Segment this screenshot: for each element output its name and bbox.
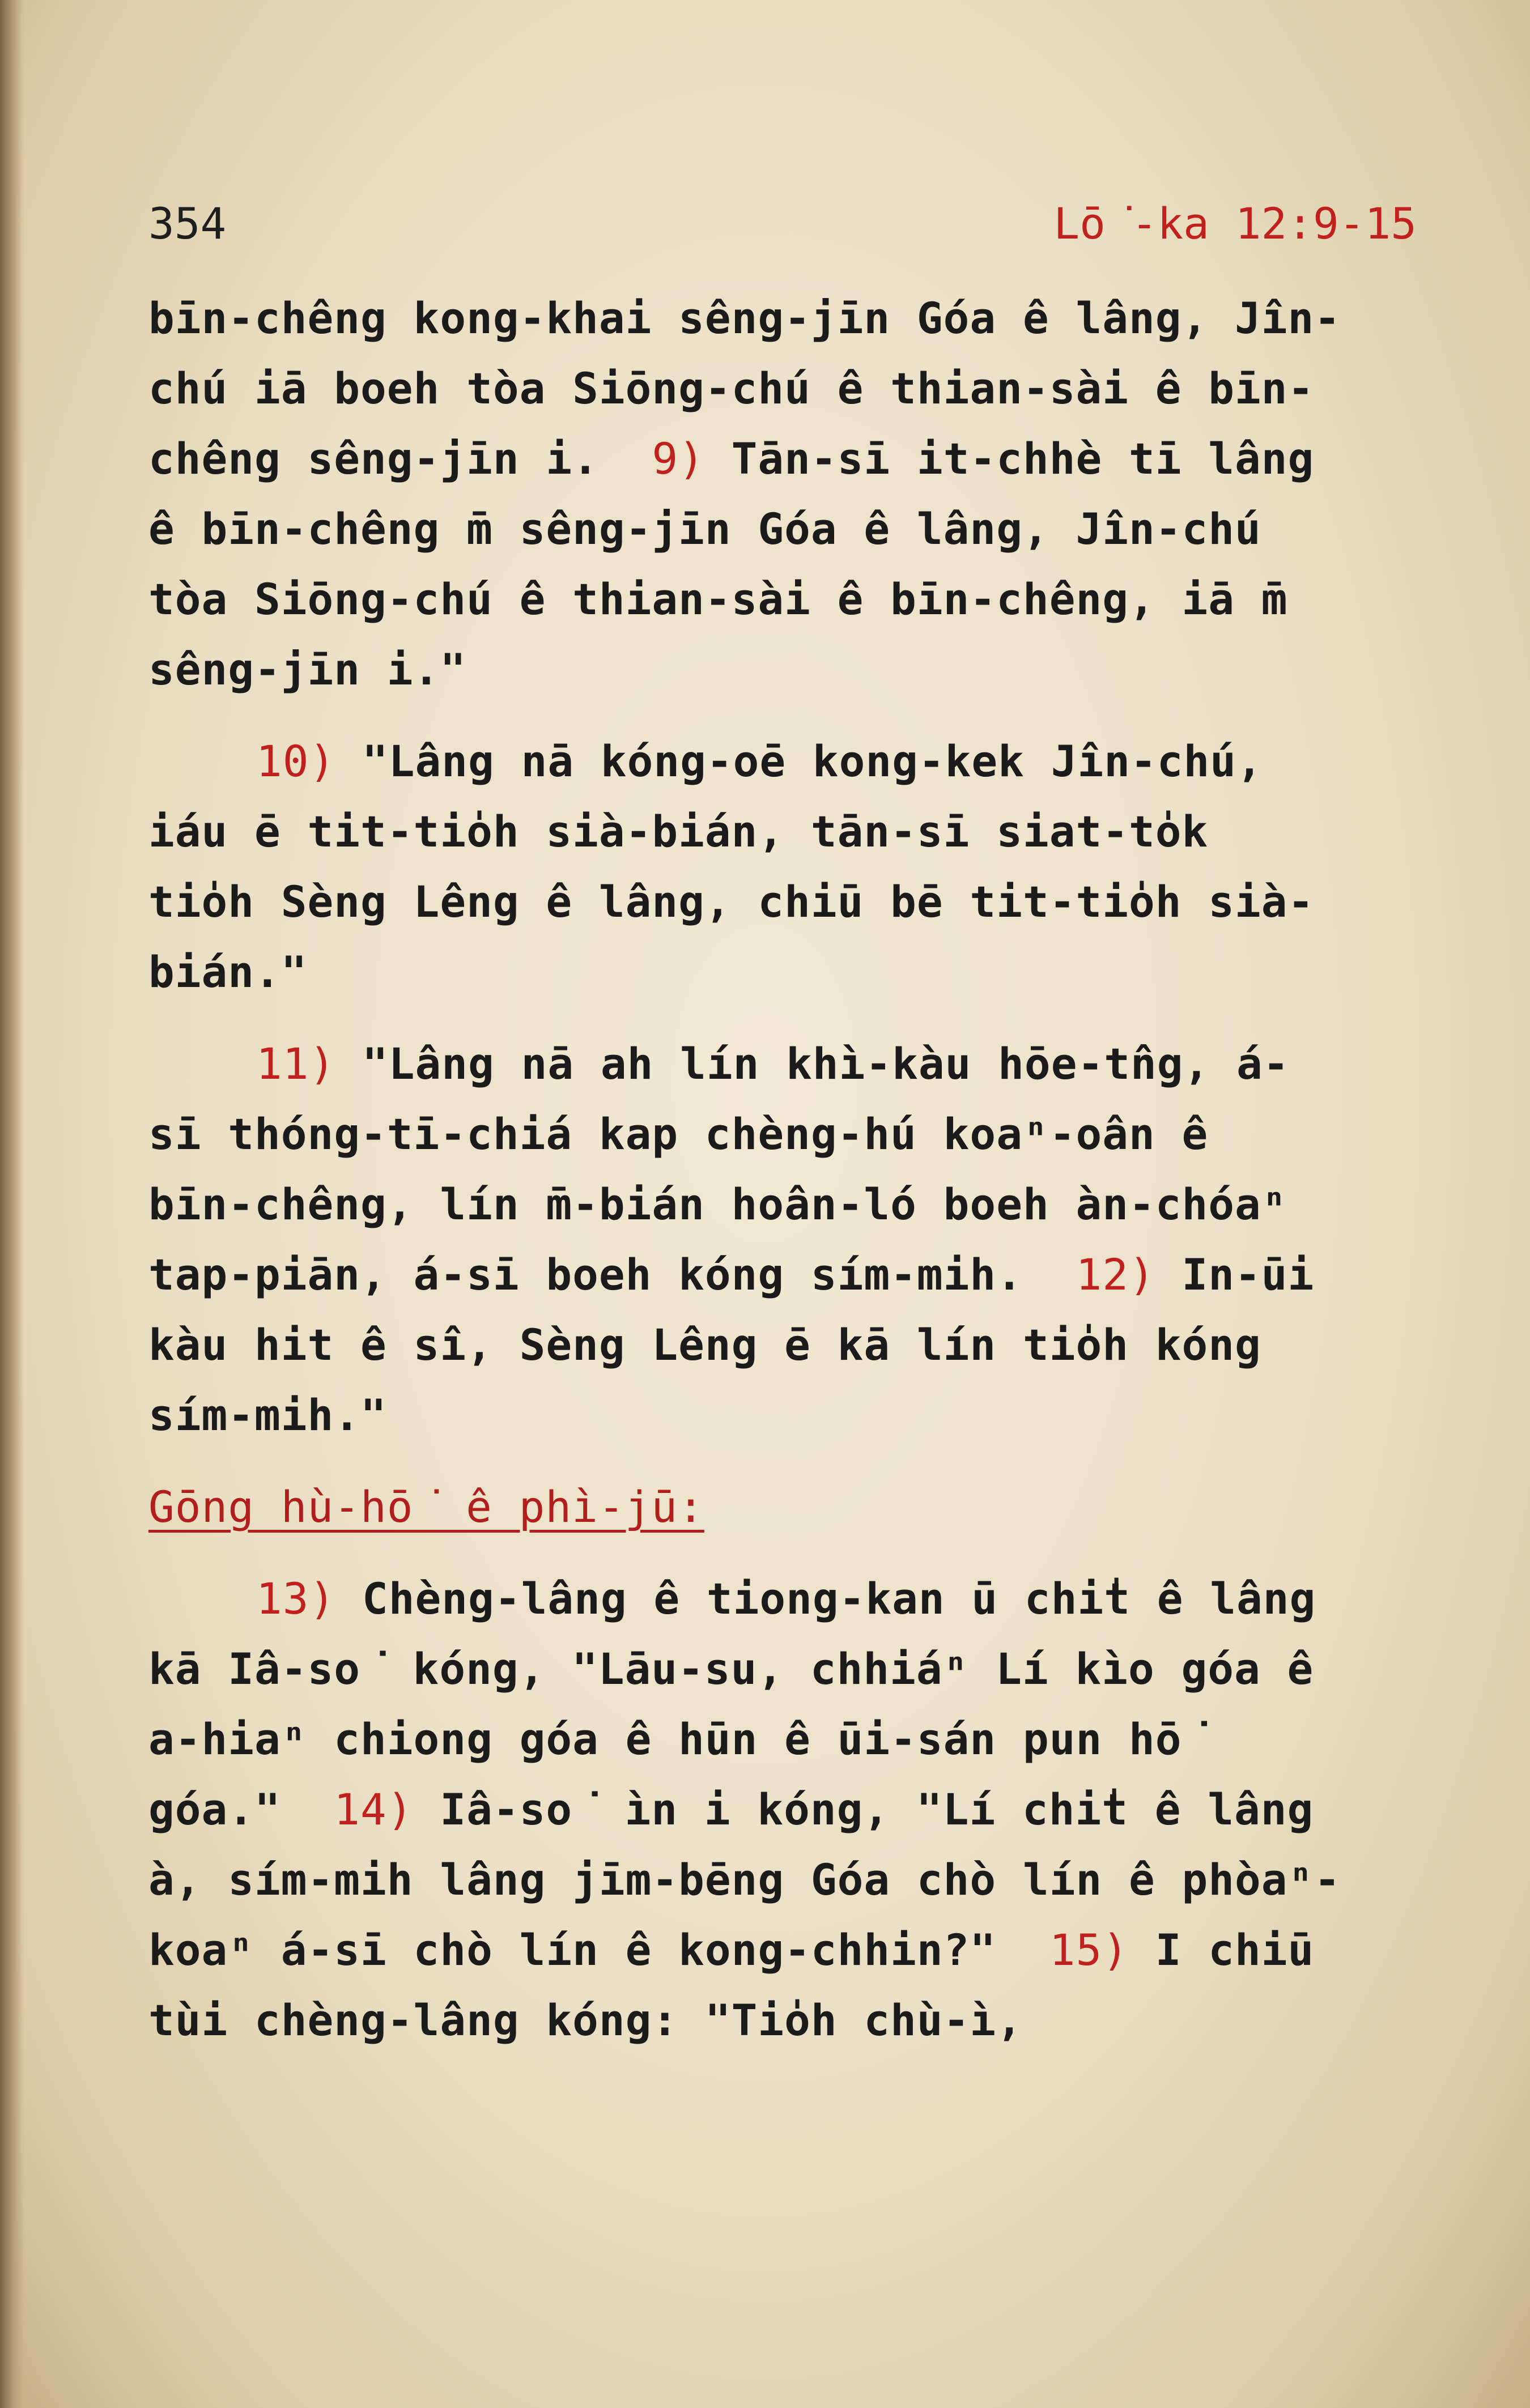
- text-line: [148, 1029, 1440, 1099]
- text-line: tòa Siōng-chú ê thian-sài ê bīn-chêng, iā m̄: [148, 574, 1288, 624]
- body-text: [148, 283, 1440, 2056]
- page-spine-edge: [0, 0, 24, 2408]
- text-line: chú iā boeh tòa Siōng-chú ê thian-sài ê bīn-: [148, 363, 1315, 414]
- text-run: chêng sêng-jīn i.: [148, 433, 652, 484]
- paragraph: [148, 283, 1440, 705]
- running-head: Lō͘-ka 12:9-15: [1053, 198, 1417, 249]
- paragraph-gap: [148, 705, 1440, 726]
- verse-number: 13): [256, 1573, 336, 1624]
- text-line: kàu hit ê sî, Sèng Lêng ē kā lín tio̍h kóng: [148, 1320, 1261, 1370]
- text-run: Tān-sī it-chhè tī lâng: [704, 433, 1315, 484]
- text-line: ê bīn-chêng m̄ sêng-jīn Góa ê lâng, Jîn-chú: [148, 504, 1261, 554]
- text-run: koaⁿ á-sī chò lín ê kong-chhin?": [148, 1925, 1049, 1975]
- verse-number: 12): [1076, 1249, 1155, 1300]
- text-line: bīn-chêng, lín m̄-bián hoân-ló boeh àn-chóaⁿ: [148, 1179, 1288, 1229]
- text-line: bián.": [148, 947, 308, 997]
- paragraph-gap: [148, 1007, 1440, 1029]
- page-header: [148, 198, 1417, 255]
- verse-number: 15): [1049, 1925, 1129, 1975]
- text-line: [148, 1775, 1440, 1845]
- text-line: [148, 726, 1440, 797]
- text-line: sī thóng-tī-chiá kap chèng-hú koaⁿ-oân ê: [148, 1109, 1209, 1159]
- text-line: à, sím-mih lâng jīm-bēng Góa chò lín ê phòaⁿ-: [148, 1854, 1341, 1905]
- text-line: a-hiaⁿ chiong góa ê hūn ê ūi-sán pun hō͘: [148, 1714, 1208, 1764]
- paragraph-gap: [148, 1542, 1440, 1564]
- page-number: 354: [148, 198, 227, 249]
- text-run: "Lâng nā ah lín khì-kàu hōe-tn̂g, á-: [335, 1039, 1290, 1089]
- paragraph: [148, 726, 1440, 1007]
- text-line: [148, 1240, 1440, 1310]
- text-run: tap-piān, á-sī boeh kóng sím-mih.: [148, 1249, 1076, 1300]
- paragraph-gap: [148, 1450, 1440, 1472]
- text-line: [148, 424, 1440, 494]
- text-run: In-ūi: [1155, 1249, 1315, 1300]
- text-line: tio̍h Sèng Lêng ê lâng, chiū bē tit-tio̍h sià-: [148, 877, 1315, 927]
- text-line: sím-mih.": [148, 1390, 387, 1440]
- text-line: kā Iâ-so͘ kóng, "Lāu-su, chhiáⁿ Lí kìo góa ê: [148, 1644, 1314, 1694]
- text-line: iáu ē tit-tio̍h sià-bián, tān-sī siat-to̍k: [148, 806, 1209, 857]
- text-line: tùi chèng-lâng kóng: "Tio̍h chù-ì,: [148, 1995, 1023, 2045]
- text-run: I chiū: [1128, 1925, 1315, 1975]
- section-heading: Gōng hù-hō͘ ê phì-jū:: [148, 1482, 704, 1532]
- text-run: "Lâng nā kóng-oē kong-kek Jîn-chú,: [335, 736, 1263, 786]
- verse-number: 14): [334, 1784, 414, 1835]
- text-run: góa.": [148, 1784, 334, 1835]
- text-run: Chèng-lâng ê tiong-kan ū chi̍t ê lâng: [335, 1573, 1316, 1624]
- text-line: bīn-chêng kong-khai sêng-jīn Góa ê lâng, Jîn-: [148, 293, 1341, 343]
- text-run: Iâ-so͘ ìn i kóng, "Lí chi̍t ê lâng: [413, 1784, 1314, 1835]
- text-line: [148, 1564, 1440, 1634]
- verse-number: 11): [256, 1039, 336, 1089]
- paragraph: [148, 1029, 1440, 1450]
- paragraph: [148, 1564, 1440, 2056]
- verse-number: 9): [652, 433, 705, 484]
- text-line: sêng-jīn i.": [148, 644, 467, 695]
- text-line: [148, 1915, 1440, 1985]
- verse-number: 10): [256, 736, 336, 786]
